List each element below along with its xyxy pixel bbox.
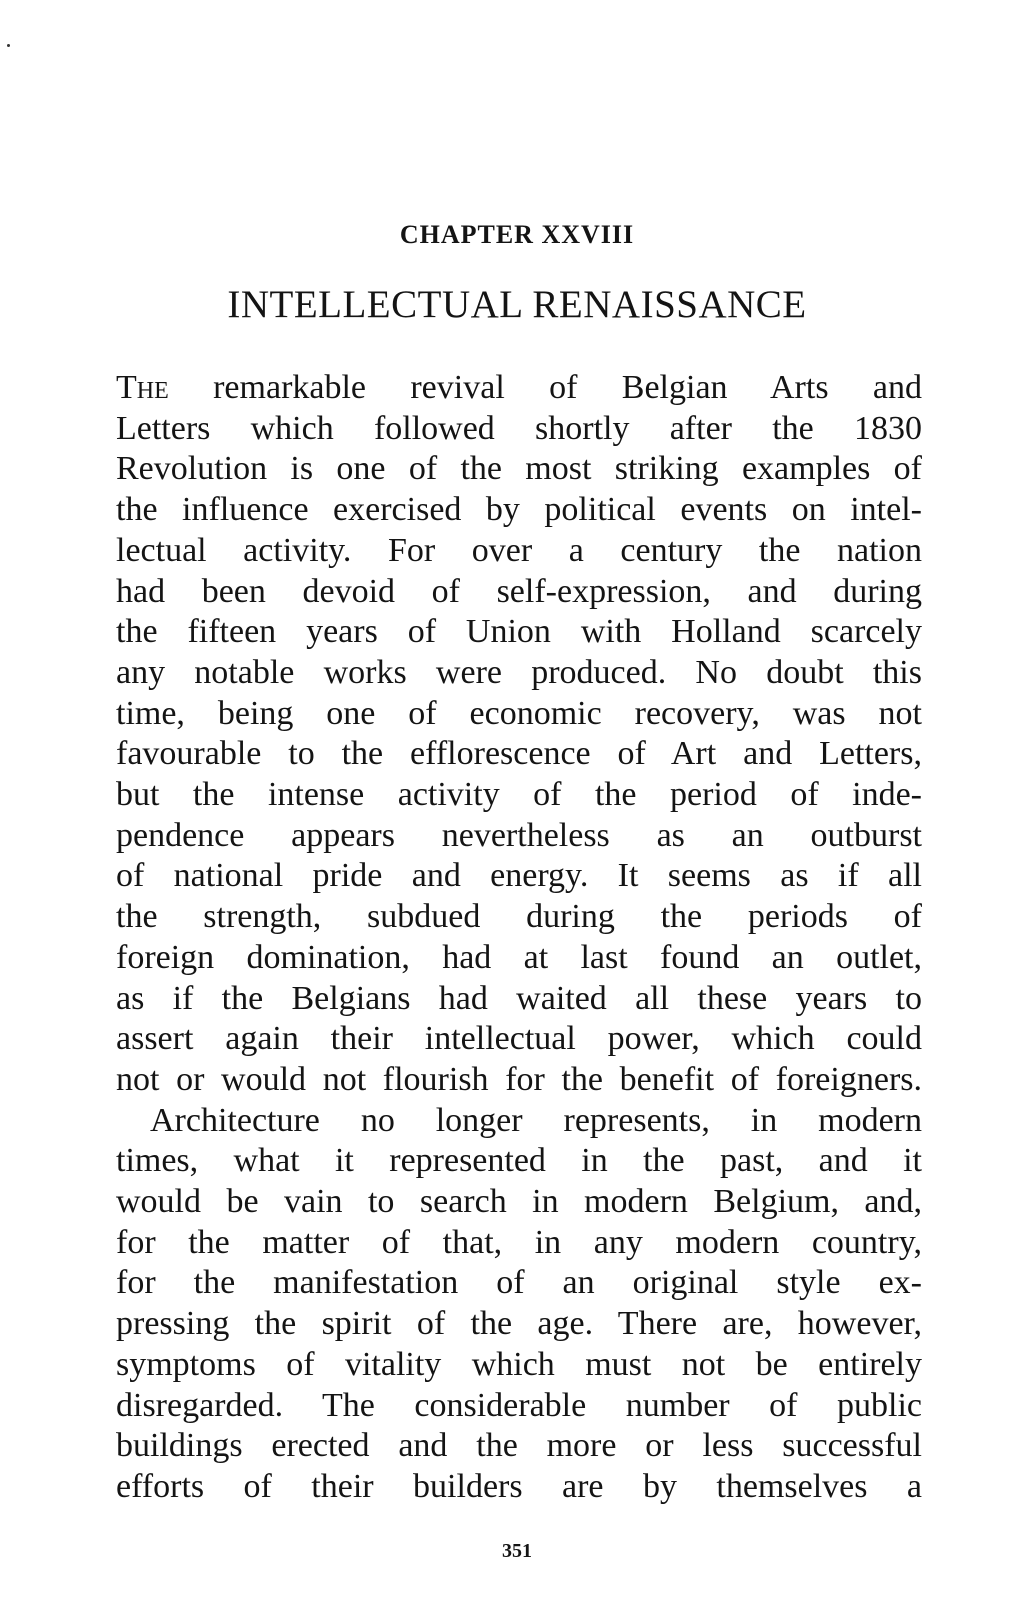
text-line: would be vain to search in modern Belgium, and,: [116, 1183, 922, 1221]
text-line: The remarkable revival of Belgian Arts and: [116, 369, 922, 406]
opening-word: The: [116, 369, 169, 406]
text-line: Revolution is one of the most striking examples of: [116, 450, 922, 488]
text-line: buildings erected and the more or less successful: [116, 1427, 922, 1465]
text-line: efforts of their builders are by themselves a: [116, 1467, 922, 1505]
text-line: time, being one of economic recovery, was not: [116, 694, 922, 732]
paragraph-2: [116, 1101, 922, 1508]
chapter-label: CHAPTER XXVIII: [399, 220, 635, 249]
text-line: as if the Belgians had waited all these years to: [116, 979, 922, 1017]
text-line: favourable to the efflorescence of Art and Letters,: [116, 735, 922, 773]
text-line: the fifteen years of Union with Holland scarcely: [116, 613, 922, 651]
text-line: Architecture no longer represents, in modern: [150, 1101, 922, 1139]
text-line: for the manifestation of an original style ex-: [116, 1264, 922, 1302]
text-line: lectual activity. For over a century the nation: [116, 531, 922, 569]
body-text: [116, 368, 922, 1508]
paragraph-1: [116, 368, 922, 1101]
text-line: but the intense activity of the period of inde-: [116, 776, 922, 814]
scan-speck: [7, 44, 10, 47]
text-line: symptoms of vitality which must not be entirely: [116, 1345, 922, 1383]
text-line: the strength, subdued during the periods of: [116, 898, 922, 936]
text-line: disregarded. The considerable number of public: [116, 1386, 922, 1424]
text-line: Letters which followed shortly after the 1830: [116, 409, 922, 447]
text-line: times, what it represented in the past, and it: [116, 1142, 922, 1180]
text-line: any notable works were produced. No doubt this: [116, 653, 922, 691]
text-line: the influence exercised by political events on intel-: [116, 491, 922, 529]
text-line: pressing the spirit of the age. There are, however,: [116, 1305, 922, 1343]
text-line: not or would not flourish for the benefit of foreigners.: [116, 1060, 922, 1098]
text-line: for the matter of that, in any modern country,: [116, 1223, 922, 1261]
text-line: of national pride and energy. It seems as if all: [116, 857, 922, 895]
text-line: foreign domination, had at last found an outlet,: [116, 938, 922, 976]
chapter-title: INTELLECTUAL RENAISSANCE: [227, 283, 807, 326]
text-line: pendence appears nevertheless as an outburst: [116, 816, 922, 854]
text-line: had been devoid of self-expression, and during: [116, 572, 922, 610]
text-line: assert again their intellectual power, which could: [116, 1020, 922, 1058]
page-number: 351: [502, 1540, 532, 1562]
